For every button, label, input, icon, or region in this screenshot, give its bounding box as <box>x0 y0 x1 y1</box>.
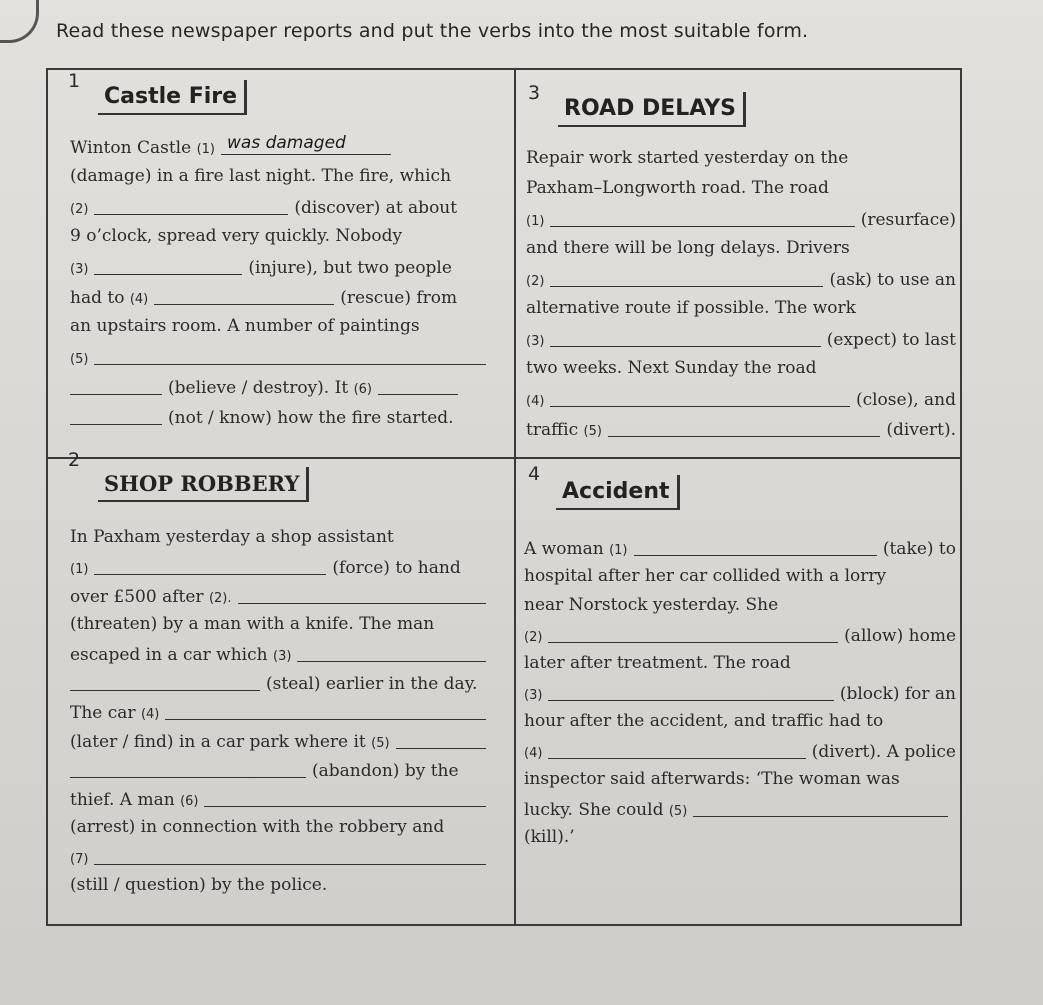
text-line: (abandon) by the <box>70 759 510 787</box>
text-line: Paxham–Longworth road. The road <box>526 178 829 198</box>
answer-blank[interactable] <box>548 626 838 643</box>
column-divider <box>514 70 516 924</box>
report-title: Accident <box>562 479 670 504</box>
text-line: The car (4) <box>70 701 510 729</box>
report-number: 3 <box>528 82 541 104</box>
text-line: (3) (expect) to last <box>526 330 956 350</box>
text-line: over £500 after (2). <box>70 585 510 613</box>
text-line: Winton Castle (1) was damaged <box>70 136 510 164</box>
text-line: (4) (divert). A police <box>524 742 956 762</box>
report-title-box <box>104 471 309 502</box>
answer-blank[interactable] <box>608 420 880 437</box>
text-line: (1) (force) to hand <box>70 558 461 578</box>
text-line: had to (4) (rescue) from <box>70 288 458 308</box>
report-number: 1 <box>68 70 81 92</box>
answer-blank[interactable] <box>238 587 487 604</box>
text-line: 9 o’clock, spread very quickly. Nobody <box>70 226 403 246</box>
text-line: (steal) earlier in the day. <box>70 672 510 700</box>
answer-blank[interactable] <box>70 674 260 691</box>
text-line: (2) (discover) at about <box>70 198 458 218</box>
text-line: In Paxham yesterday a shop assistant <box>70 527 394 547</box>
text-line: lucky. She could (5) <box>524 798 956 826</box>
text-line: (believe / destroy). It (6) <box>70 376 510 404</box>
report-title: ROAD DELAYS <box>564 96 737 121</box>
text-line: near Norstock yesterday. She <box>524 595 779 615</box>
text-line: (3) (block) for an <box>524 684 956 704</box>
text-line: hospital after her car collided with a lorry <box>524 566 887 586</box>
answer-blank[interactable] <box>94 258 242 275</box>
text-line: A woman (1) (take) to <box>524 539 956 559</box>
text-line: (not / know) how the fire started. <box>70 406 510 434</box>
answer-blank[interactable] <box>297 645 486 662</box>
text-line: and there will be long delays. Drivers <box>526 238 850 258</box>
text-line: an upstairs room. A number of paintings <box>70 316 420 336</box>
instruction-text: Read these newspaper reports and put the verbs into the most suitable form. <box>56 20 809 42</box>
text-line: (damage) in a fire last night. The fire, which <box>70 166 452 186</box>
answer-blank[interactable] <box>548 684 833 701</box>
report-title-box <box>562 479 680 510</box>
answer-blank[interactable] <box>550 270 823 287</box>
text-line: (4) (close), and <box>526 390 956 410</box>
answer-blank[interactable] <box>70 408 162 425</box>
text-line: (7) <box>70 846 510 874</box>
handwritten-answer: was damaged <box>227 133 346 153</box>
text-line: (kill).’ <box>524 827 575 847</box>
answer-blank[interactable] <box>154 288 334 305</box>
text-line: hour after the accident, and traffic had to <box>524 711 884 731</box>
answer-blank[interactable] <box>550 330 820 347</box>
answer-blank[interactable] <box>378 378 458 395</box>
answer-blank[interactable] <box>693 800 948 817</box>
answer-blank[interactable] <box>548 742 805 759</box>
text-line: (later / find) in a car park where it (5) <box>70 730 510 758</box>
text-line: escaped in a car which (3) <box>70 643 510 671</box>
text-line: Repair work started yesterday on the <box>526 148 849 168</box>
text-line: (still / question) by the police. <box>70 875 328 895</box>
answer-blank[interactable] <box>550 210 854 227</box>
answer-blank[interactable] <box>204 790 486 807</box>
answer-blank[interactable] <box>70 761 306 778</box>
text-line: (arrest) in connection with the robbery and <box>70 817 445 837</box>
text-line: (1) (resurface) <box>526 210 956 230</box>
text-line: thief. A man (6) <box>70 788 510 816</box>
text-line: (2) (ask) to use an <box>526 270 956 290</box>
report-title-box <box>564 96 746 127</box>
answer-blank[interactable] <box>94 198 288 215</box>
report-title-box <box>104 84 247 115</box>
answer-blank[interactable] <box>94 348 486 365</box>
answer-blank[interactable] <box>165 703 486 720</box>
answer-blank[interactable] <box>94 558 326 575</box>
report-title: Castle Fire <box>104 84 238 109</box>
text-line: inspector said afterwards: ‘The woman was <box>524 769 900 789</box>
text-line: alternative route if possible. The work <box>526 298 856 318</box>
answer-blank[interactable] <box>550 390 850 407</box>
report-number: 2 <box>68 449 81 471</box>
text-line: (3) (injure), but two people <box>70 258 452 278</box>
text-line: (2) (allow) home <box>524 626 956 646</box>
row-divider <box>48 457 960 459</box>
text-line: two weeks. Next Sunday the road <box>526 358 817 378</box>
text-line: later after treatment. The road <box>524 653 791 673</box>
answer-blank[interactable] <box>70 378 162 395</box>
report-number: 4 <box>528 463 541 485</box>
report-title: SHOP ROBBERY <box>104 471 300 496</box>
text-line: (threaten) by a man with a knife. The man <box>70 614 435 634</box>
answer-blank[interactable] <box>634 539 877 556</box>
answer-blank[interactable] <box>94 848 486 865</box>
answer-blank[interactable] <box>396 732 486 749</box>
answer-blank[interactable] <box>221 133 391 155</box>
text-line: traffic (5) (divert). <box>526 420 956 440</box>
text-line: (5) <box>70 346 510 374</box>
